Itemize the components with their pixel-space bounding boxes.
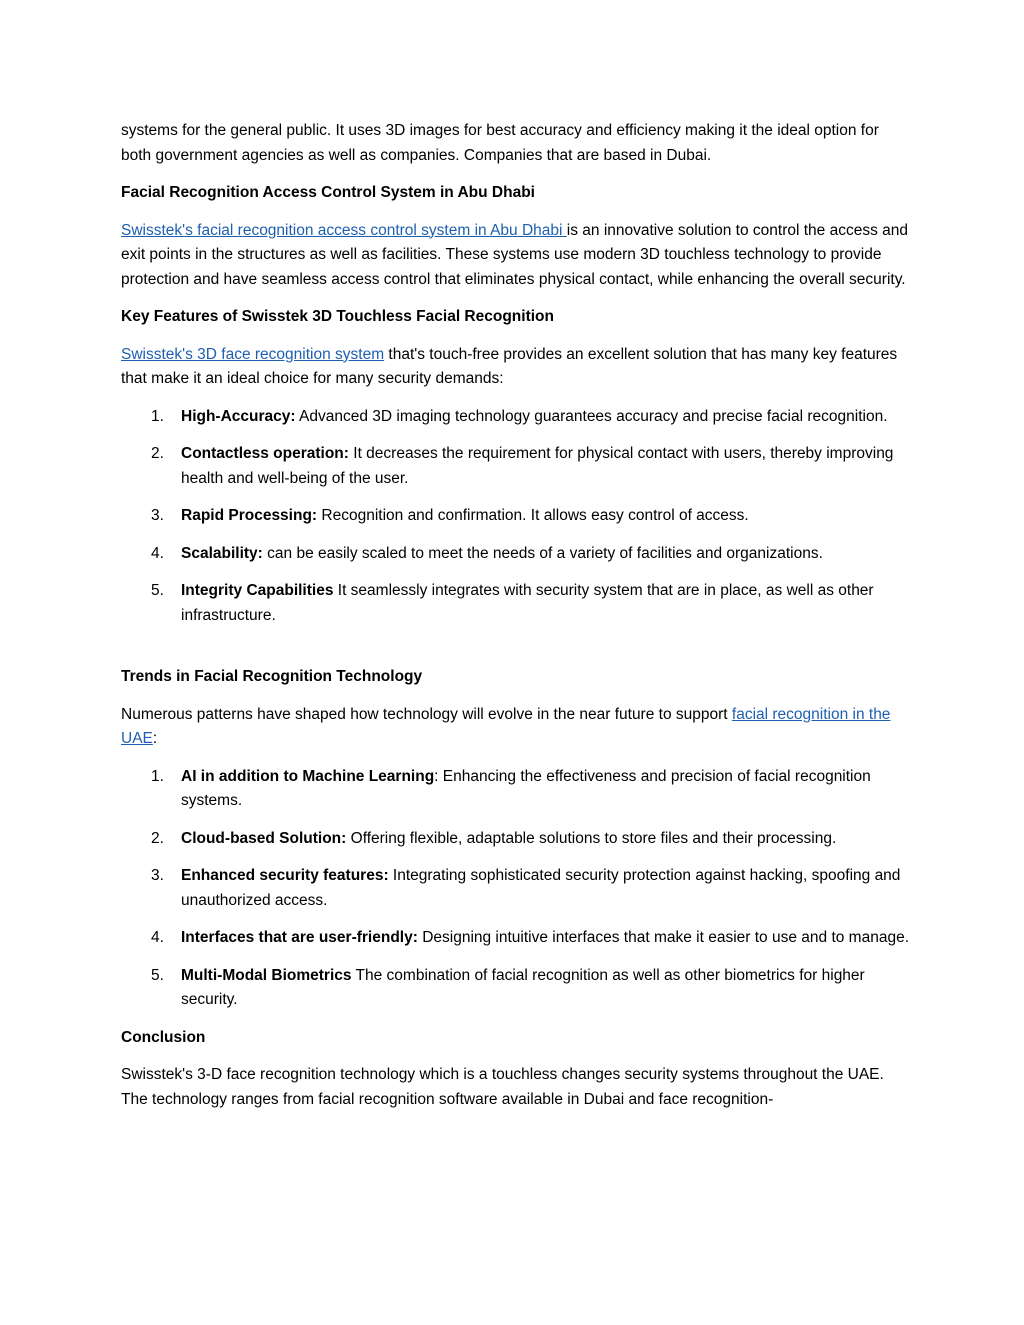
list-number: 4.	[151, 544, 164, 562]
key-features-list	[121, 405, 911, 629]
facial-recognition-uae-link[interactable]: facial recognition in the UAE	[121, 705, 891, 747]
face-recognition-system-link[interactable]: Swisstek's 3D face recognition system	[121, 345, 385, 363]
heading-key-features: Key Features of Swisstek 3D Touchless Facial Recognition	[121, 308, 554, 325]
list-item	[121, 926, 911, 951]
list-number: 3.	[151, 507, 164, 524]
list-item-text: Advanced 3D imaging technology guarantees accuracy and precise facial recognition.	[295, 407, 888, 425]
list-item	[121, 864, 911, 913]
list-item-text: It decreases the requirement for physical contact with users, thereby improving health and well-being of the user.	[181, 445, 894, 487]
list-item-title: Scalability:	[181, 544, 263, 562]
access-control-link[interactable]: Swisstek's facial recognition access control system in Abu Dhabi	[121, 221, 567, 239]
list-item-text: can be easily scaled to meet the needs of a variety of facilities and organizations.	[262, 544, 823, 562]
list-item-title: High-Accuracy:	[181, 407, 296, 425]
list-item-text: Integrating sophisticated security protection against hacking, spoofing and unauthorized access.	[181, 867, 901, 909]
list-item-text: The combination of facial recognition as well as other biometrics for higher security.	[181, 966, 865, 1008]
heading-trends: Trends in Facial Recognition Technology	[121, 668, 423, 685]
heading-conclusion: Conclusion	[121, 1028, 206, 1046]
list-number: 4.	[151, 929, 164, 946]
list-item	[121, 964, 911, 1013]
trends-list	[121, 765, 911, 1013]
intro-paragraph: systems for the general public. It uses 3D images for best accuracy and efficiency making it the ideal option for both government agencies as well as companies. Companies that are based in Dubai.	[121, 122, 879, 164]
list-item-text: Offering flexible, adaptable solutions to store files and their processing.	[346, 829, 837, 847]
list-number: 2.	[151, 445, 164, 462]
list-item-title: Contactless operation:	[181, 445, 349, 462]
key-features-intro-text: that's touch-free provides an excellent solution that has many key features that make it an ideal choice for many security demands:	[121, 345, 898, 387]
key-features-intro	[121, 343, 911, 392]
list-number: 1.	[151, 767, 164, 785]
blank-line	[121, 641, 911, 665]
conclusion-paragraph: Swisstek's 3-D face recognition technology which is a touchless changes security systems throughout the UAE. The technology ranges from facial recognition software available in Dubai and face recognition-	[121, 1066, 884, 1108]
list-item-title: Enhanced security features:	[181, 867, 389, 884]
trends-intro	[121, 703, 911, 752]
list-item	[121, 504, 911, 529]
document-page	[121, 119, 911, 1125]
access-control-paragraph	[121, 219, 911, 293]
list-number: 1.	[151, 407, 164, 425]
access-control-text: is an innovative solution to control the access and exit points in the structures as well as facilities. These systems use modern 3D touchless technology to provide protection and have seamless access control that eliminates physical contact, while enhancing the overall security.	[121, 221, 908, 288]
list-item-text: It seamlessly integrates with security system that are in place, as well as other infrastructure.	[181, 582, 874, 624]
list-item-title: Integrity Capabilities	[181, 582, 334, 599]
list-number: 5.	[151, 966, 164, 984]
list-number: 3.	[151, 867, 164, 884]
list-item	[121, 405, 911, 430]
list-item-text: : Enhancing the effectiveness and precision of facial recognition systems.	[181, 767, 871, 809]
list-item	[121, 579, 911, 628]
trends-intro-colon: :	[152, 730, 158, 747]
list-item	[121, 542, 911, 567]
list-item-title: AI in addition to Machine Learning	[181, 767, 435, 785]
list-number: 5.	[151, 582, 164, 599]
list-item-text: Recognition and confirmation. It allows easy control of access.	[317, 507, 749, 524]
list-item-text: Designing intuitive interfaces that make it easier to use and to manage.	[417, 929, 910, 946]
heading-access-control: Facial Recognition Access Control System in Abu Dhabi	[121, 184, 535, 201]
trends-intro-text: Numerous patterns have shaped how technology will evolve in the near future to support	[121, 705, 732, 723]
list-number: 2.	[151, 829, 164, 847]
list-item	[121, 765, 911, 814]
list-item-title: Multi-Modal Biometrics	[181, 966, 352, 984]
list-item-title: Interfaces that are user-friendly:	[181, 929, 418, 946]
list-item	[121, 442, 911, 491]
list-item-title: Cloud-based Solution:	[181, 829, 347, 847]
list-item-title: Rapid Processing:	[181, 507, 318, 524]
list-item	[121, 827, 911, 852]
